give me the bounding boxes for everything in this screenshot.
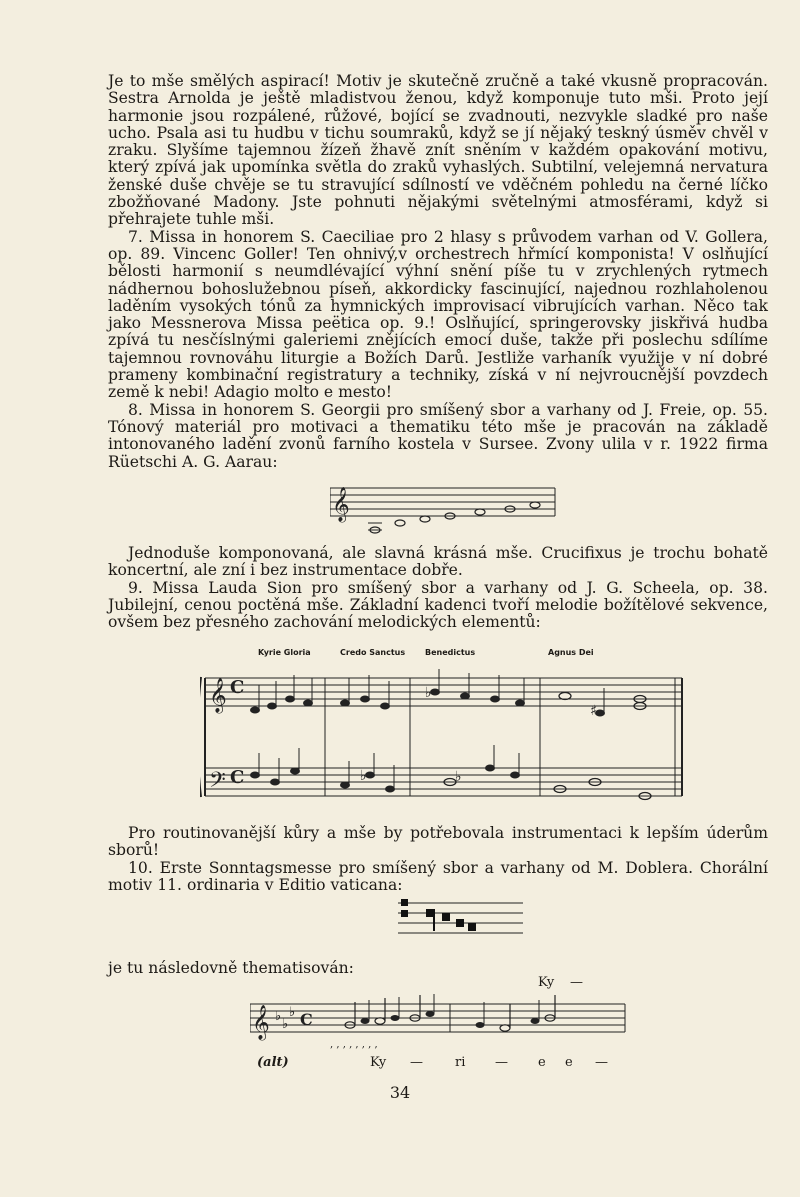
- svg-text:♯: ♯: [590, 703, 597, 719]
- voice-label: (alt): [257, 1055, 289, 1070]
- score-label-4: Agnus Dei: [548, 648, 594, 657]
- svg-text:, , , , , , , ,: , , , , , , , ,: [330, 1039, 378, 1050]
- svg-text:C: C: [230, 677, 245, 698]
- paragraph-5: 9. Missa Lauda Sion pro smíšený sbor a varhany od J. G. Scheela, op. 38. Jubilejní, cenou poctěná mše. Základní kadenci tvoří melodie božítělové sekvence, ovšem bez přesného zachování melodických elementů:: [108, 578, 768, 632]
- music-example-kyrie: [250, 992, 630, 1052]
- svg-text:C: C: [300, 1010, 313, 1029]
- lyric-ri: ri: [455, 1055, 466, 1070]
- paragraph-7: 10. Erste Sonntagsmesse pro smíšený sbor a varhany od M. Doblera. Chorální motiv 11. ordinaria v Editio vaticana:: [108, 858, 768, 894]
- svg-text:♭: ♭: [282, 1017, 289, 1032]
- lyric-top-dash: —: [570, 975, 583, 990]
- music-example-bells: [330, 478, 560, 538]
- lyric-ky: Ky: [370, 1055, 387, 1070]
- paragraph-6: Pro routinovanější kůry a mše by potřebovala instrumentaci k lepším úderům sborů!: [108, 824, 768, 860]
- chant-motif: [398, 895, 528, 945]
- lyric-dash-3: —: [595, 1055, 608, 1070]
- svg-text:♭: ♭: [360, 768, 367, 784]
- paragraph-2: 7. Missa in honorem S. Caeciliae pro 2 hlasy s průvodem varhan od V. Gollera, op. 89. Vincenc Goller! Ten ohnivý,v orchestrech hřmící komponista! V oslňující bělosti harmonií s neumdlévající výhní snění píše tu v zrychlených rytmech nádhernou bohoslužebnou píseň, akkordicky fascinující, najednou rozhlaholenou laděním vysokých tónů za hymnických improvisací vibrujících varhan. Něco tak jako Messnerova Missa peëtica op. 9.! Oslňující, springerovsky jiskřivá hudba zpívá tu nesčíslnými galeriemi znějících emocí duše, takže při poslechu sdílíme tajemnou rovnováhu liturgie a Božích Darů. Jestliže varhaník využije v ní dobré prameny kombinační registratury a techniky, získá v ní nejvroucnější povzdech země k nebi! Adagio molto e mesto!: [108, 227, 768, 402]
- text-block-lower: [108, 825, 768, 894]
- svg-text:♭: ♭: [275, 1009, 282, 1024]
- lyric-dash-1: —: [410, 1055, 423, 1070]
- paragraph-1: Je to mše smělých aspirací! Motiv je skutečně zručně a také vkusně propracován. Sestra Arnolda je ještě mladistvou ženou, když komponuje tuto mši. Proto její harmonie jsou rozpálené, růžové, bojící se zvadnouti, nezvykle sladké pro naše ucho. Psala asi tu hudbu v tichu soumraků, když se jí nějaký teskný úsměv chvěl v zraku. Slyšíme tajemnou žízeň žhavě znít sněním v každém opakování motivu, který zpívá jak upomínka světla do zraků vyhaslých. Subtilní, velejemná nervatura ženské duše chvěje se tu stravující sdílností ve vděčném pohledu na černé líčko zbožňované Madony. Jste pohnuti nějakými světelnými atmosférami, když si přehrajete tuhle mši.: [108, 72, 768, 229]
- score-label-3: Benedictus: [425, 648, 476, 657]
- text-block-middle: [108, 545, 768, 631]
- svg-text:C: C: [230, 767, 245, 788]
- svg-text:♭: ♭: [455, 769, 462, 785]
- svg-text:𝄞: 𝄞: [209, 678, 227, 713]
- lyric-top-ky: Ky: [538, 975, 555, 990]
- lyric-e-1: e: [538, 1055, 546, 1070]
- text-block-final: [108, 960, 768, 977]
- paragraph-3: 8. Missa in honorem S. Georgii pro smíšený sbor a varhany od J. Freie, op. 55. Tónový materiál pro motivaci a thematiku této mše je pracován na základě intonovaného ladění zvonů farního kostela v Sursee. Zvony ulila v r. 1922 firma Rüetschi A. G. Aarau:: [108, 400, 768, 471]
- svg-text:𝄞: 𝄞: [332, 487, 350, 522]
- paragraph-4: Jednoduše komponovaná, ale slavná krásná mše. Crucifixus je trochu bohatě koncertní, ale zní i bez instrumentace dobře.: [108, 544, 768, 580]
- svg-text:𝄞: 𝄞: [252, 1005, 270, 1040]
- music-example-lauda-sion: [200, 663, 690, 818]
- page-number: 34: [389, 1083, 411, 1102]
- score-label-2: Credo Sanctus: [340, 648, 406, 657]
- svg-text:♭: ♭: [425, 685, 432, 701]
- lyric-e-2: e: [565, 1055, 573, 1070]
- svg-text:♭: ♭: [289, 1005, 296, 1020]
- paragraph-8: je tu následovně thematisován:: [108, 959, 354, 977]
- score-label-1: Kyrie Gloria: [258, 648, 311, 657]
- text-block-top: [108, 73, 768, 471]
- lyric-dash-2: —: [495, 1055, 508, 1070]
- svg-text:𝄢: 𝄢: [209, 768, 226, 798]
